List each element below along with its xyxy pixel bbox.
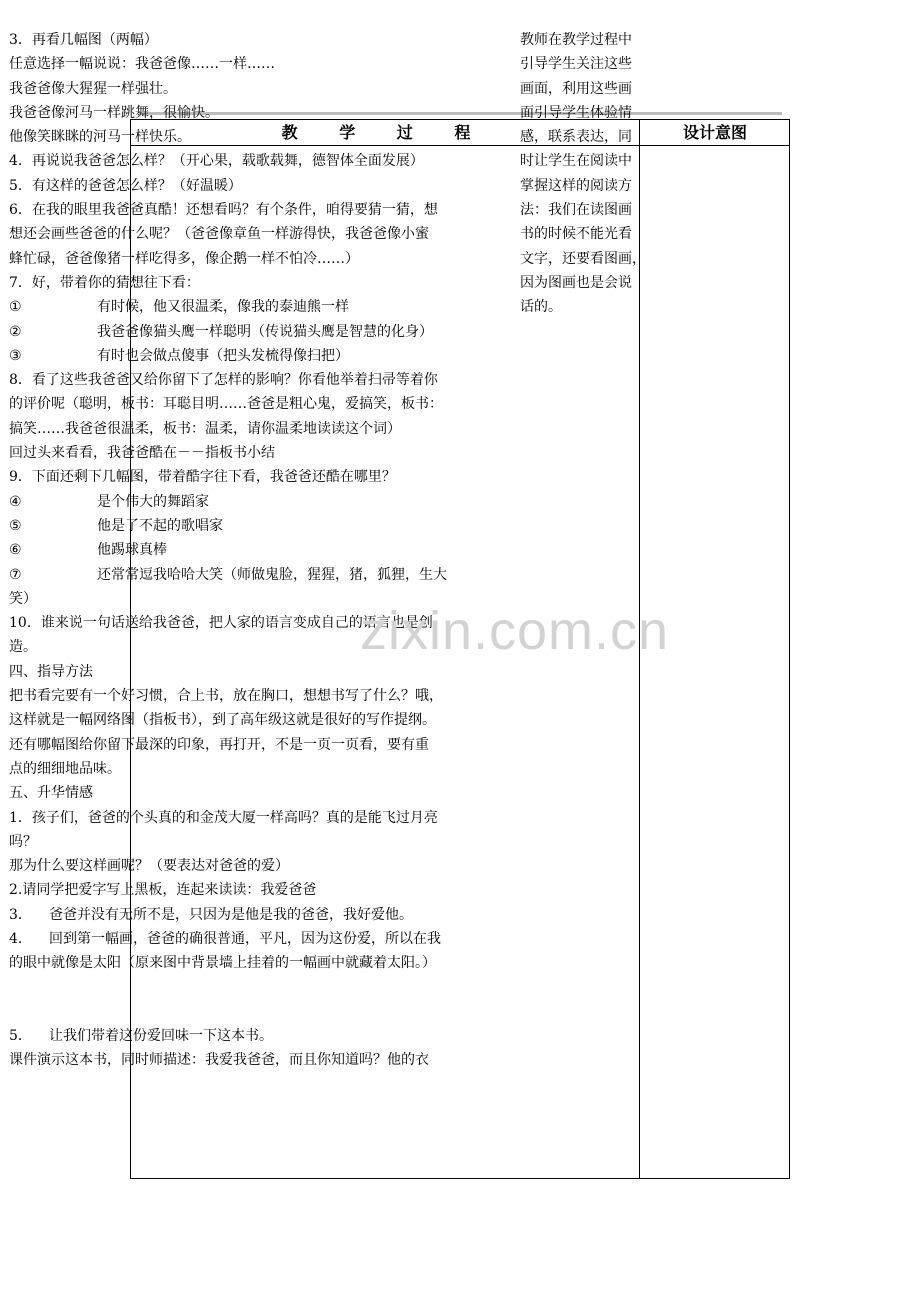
text-line: 回过头来看看，我爸爸酷在－－指板书小结 (9, 445, 275, 462)
blank-space (9, 976, 505, 1024)
text-line: 5．有这样的爸爸怎么样？（好温暖） (9, 177, 242, 194)
list-item (9, 538, 505, 562)
intent-line: 教师在教学过程中 (520, 32, 632, 48)
text-line: 9．下面还剩下几幅图，带着酷字往下看，我爸爸还酷在哪里？ (9, 469, 396, 486)
section-heading: 五、升华情感 (9, 785, 93, 802)
intent-line: 感，联系表达，同 (520, 129, 632, 146)
text-line: 这样就是一幅网络图（指板书），到了高年级这就是很好的写作提纲。 (9, 712, 436, 729)
text-line: 6．在我的眼里我爸爸真酷！还想看吗？有个条件，咱得要猜一猜，想 (9, 202, 438, 219)
list-item-text: 还常常逗我哈哈大笑（师做鬼脸，猩猩，猪，狐狸，生大 (97, 566, 447, 583)
list-item (9, 344, 505, 368)
circle-number: ⑥ (9, 542, 22, 559)
intent-line: 时让学生在阅读中 (520, 153, 632, 170)
text-line: 7．好，带着你的猜想往下看： (9, 274, 200, 291)
text-line: 课件演示这本书，同时师描述：我爱我爸爸，而且你知道吗？他的衣 (9, 1051, 429, 1068)
intent-line: 画面，利用这些画 (520, 80, 632, 97)
item-number: 3． (9, 906, 32, 923)
intent-line: 文字，还要看图画， (520, 250, 646, 267)
list-item-text: 是个伟大的舞蹈家 (97, 493, 209, 510)
intent-line: 话的。 (520, 299, 562, 316)
item-number: 4． (9, 930, 32, 947)
text-line: 还有哪幅图给你留下最深的印象，再打开，不是一页一页看，要有重 (9, 736, 429, 753)
list-item (9, 295, 505, 319)
text-line: 想还会画些爸爸的什么呢？（爸爸像章鱼一样游得快，我爸爸像小蜜 (9, 226, 429, 243)
circle-number: ⑦ (9, 566, 22, 583)
circle-number: ④ (9, 493, 22, 510)
list-item-text: 我爸爸像猫头鹰一样聪明（传说猫头鹰是智慧的化身） (97, 323, 433, 340)
item-text: 爸爸并没有无所不是，只因为是他是我的爸爸，我好爱他。 (49, 906, 413, 923)
text-line: 4．再说说我爸爸怎么样？（开心果，载歌载舞，德智体全面发展） (9, 153, 424, 170)
intent-line: 面引导学生体验情 (520, 104, 632, 121)
list-item (9, 320, 505, 344)
circle-number: ① (9, 299, 22, 316)
text-line: 他像笑眯眯的河马一样快乐。 (9, 129, 191, 146)
list-item-text: 有时候，他又很温柔，像我的泰迪熊一样 (97, 299, 349, 316)
text-line: 任意选择一幅说说：我爸爸像……一样…… (9, 56, 275, 73)
text-line: 我爸爸像河马一样跳舞，很愉快。 (9, 104, 219, 121)
header-teaching-process: 教 学 过 程 (281, 123, 489, 142)
text-line: 搞笑……我爸爸很温柔，板书：温柔，请你温柔地读读这个词） (9, 420, 401, 437)
item-number: 5． (9, 1027, 32, 1044)
text-line: 1．孩子们，爸爸的个头真的和金茂大厦一样高吗？真的是能飞过月亮 (9, 809, 438, 826)
teaching-process-column (9, 28, 505, 1072)
text-line: 把书看完要有一个好习惯，合上书，放在胸口，想想书写了什么？哦， (9, 688, 443, 705)
text-line: 那为什么要这样画呢？（要表达对爸爸的爱） (9, 858, 289, 875)
text-line: 的评价呢（聪明，板书：耳聪目明……爸爸是粗心鬼，爱搞笑，板书： (9, 396, 443, 413)
list-item-text: 他踢球真棒 (97, 542, 167, 559)
item-text: 让我们带着这份爱回味一下这本书。 (49, 1027, 273, 1044)
section-heading: 四、指导方法 (9, 663, 93, 680)
intent-line: 引导学生关注这些 (520, 56, 632, 73)
text-line: 8．看了这些我爸爸又给你留下了怎样的影响？你看他举着扫帚等着你 (9, 372, 438, 389)
list-item (9, 490, 505, 514)
text-line: 3．再看几幅图（两幅） (9, 32, 158, 48)
intent-line: 因为图画也是会说 (520, 274, 632, 291)
list-item-continuation: 笑） (9, 590, 37, 607)
header-design-intent: 设计意图 (682, 123, 747, 142)
numbered-item (9, 1024, 505, 1048)
text-line: 10．谁来说一句话送给我爸爸，把人家的语言变成自己的语言也是创 (9, 615, 433, 632)
text-line: 的眼中就像是太阳（原来图中背景墙上挂着的一幅画中就藏着太阳。） (9, 955, 436, 972)
list-item (9, 563, 505, 587)
circle-number: ② (9, 323, 22, 340)
list-item (9, 514, 505, 538)
text-line: 点的细细地品味。 (9, 760, 121, 777)
design-intent-column (520, 28, 654, 320)
item-text: 回到第一幅画，爸爸的确很普通，平凡，因为这份爱，所以在我 (49, 930, 441, 947)
text-line: 我爸爸像大猩猩一样强壮。 (9, 80, 177, 97)
intent-line: 法：我们在读图画 (520, 202, 632, 219)
text-line: 蜂忙碌，爸爸像猪一样吃得多，像企鹅一样不怕冷……） (9, 250, 359, 267)
numbered-item (9, 927, 505, 951)
intent-line: 书的时候不能光看 (520, 226, 632, 243)
circle-number: ③ (9, 347, 22, 364)
text-line: 2.请同学把爱字写上黑板，连起来读读：我爱爸爸 (9, 882, 317, 899)
list-item-text: 他是了不起的歌唱家 (97, 517, 223, 534)
circle-number: ⑤ (9, 517, 22, 534)
intent-line: 掌握这样的阅读方 (520, 177, 632, 194)
list-item-text: 有时也会做点傻事（把头发梳得像扫把） (97, 347, 349, 364)
watermark: zixin.com.cn (360, 601, 670, 661)
text-line: 造。 (9, 639, 37, 656)
numbered-item (9, 903, 505, 927)
text-line: 吗？ (9, 833, 37, 850)
